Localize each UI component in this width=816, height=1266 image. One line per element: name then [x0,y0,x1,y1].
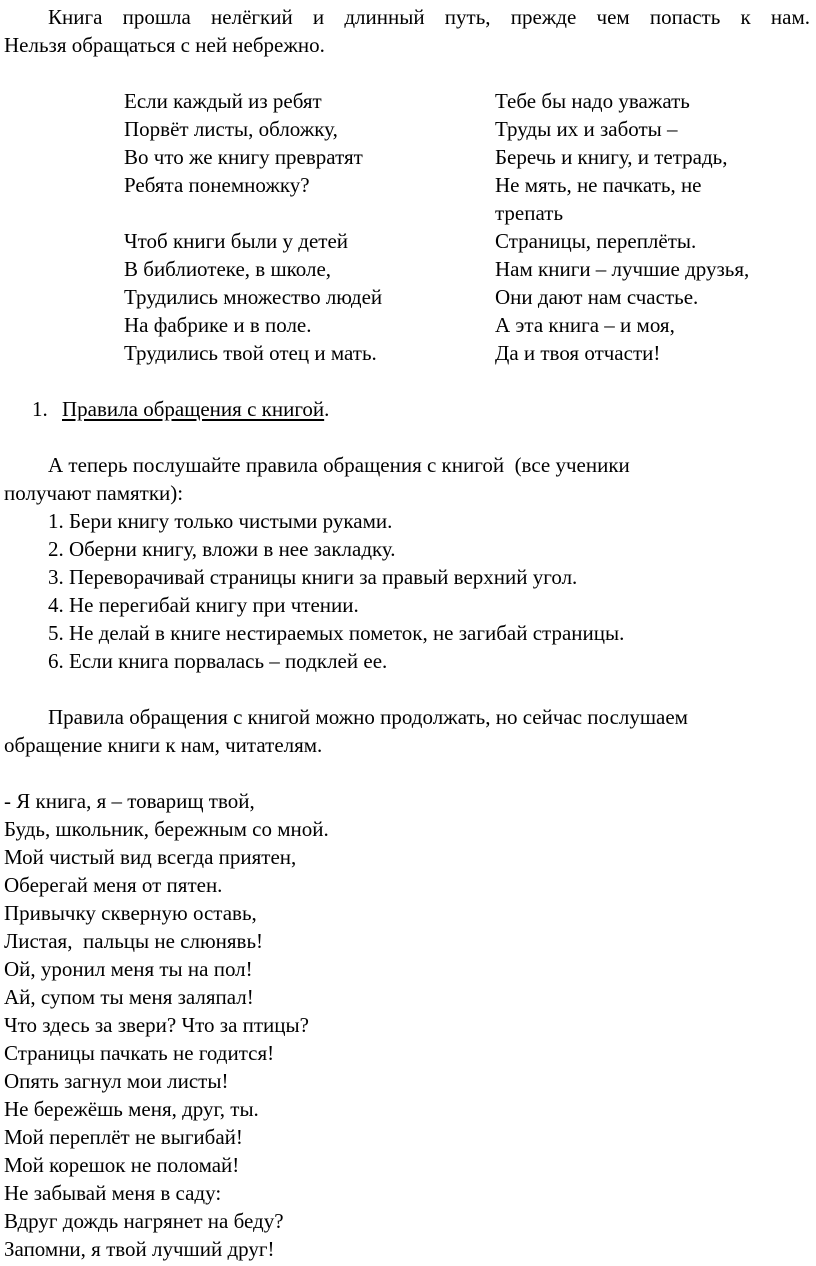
section-number: 1. [32,397,48,421]
rule-item: 4. Не перегибай книгу при чтении. [48,593,359,617]
poem-right-line: Нам книги – лучшие друзья, [495,257,750,281]
book-poem-line: Что здесь за звери? Что за птицы? [4,1013,309,1037]
book-poem-line: Не забывай меня в саду: [4,1181,222,1205]
transition-line-2: обращение книги к нам, читателям. [4,733,323,757]
book-poem-line: - Я книга, я – товарищ твой, [4,789,255,813]
book-poem-line: Страницы пачкать не годится! [4,1041,275,1065]
rule-item: 5. Не делай в книге нестираемых пометок, не загибай страницы. [48,621,625,645]
book-poem-line: Привычку скверную оставь, [4,901,257,925]
poem-right-line: Они дают нам счастье. [495,285,699,309]
book-poem-line: Не бережёшь меня, друг, ты. [4,1097,259,1121]
poem-right-line: Тебе бы надо уважать [495,89,690,113]
book-poem-line: Мой чистый вид всегда приятен, [4,845,297,869]
book-poem-line: Ой, уронил меня ты на пол! [4,957,253,981]
book-poem-line: Опять загнул мои листы! [4,1069,229,1093]
poem-right-line: трепать [495,201,564,225]
rule-item: 2. Оберни книгу, вложи в нее закладку. [48,537,396,561]
intro-line-2: Нельзя обращаться с ней небрежно. [4,33,325,57]
rules-intro-line-2: получают памятки): [4,481,184,505]
poem-left-line: На фабрике и в поле. [124,313,312,337]
book-poem-line: Вдруг дождь нагрянет на беду? [4,1209,284,1233]
poem-right-line: Да и твоя отчасти! [495,341,661,365]
poem-right-line: Страницы, переплёты. [495,229,697,253]
poem-left-line: Если каждый из ребят [124,89,322,113]
poem-left-line: В библиотеке, в школе, [124,257,332,281]
rules-intro-line-1: А теперь послушайте правила обращения с книгой (все ученики [48,453,630,477]
poem-left-line: Трудились твой отец и мать. [124,341,377,365]
poem-left-line: Во что же книгу превратят [124,145,363,169]
intro-line-1: Книга прошла нелёгкий и длинный путь, прежде чем попасть к нам. [48,5,810,29]
poem-right-line: Не мять, не пачкать, не [495,173,702,197]
book-poem-line: Мой переплёт не выгибай! [4,1125,243,1149]
book-poem-line: Мой корешок не поломай! [4,1153,240,1177]
rule-item: 3. Переворачивай страницы книги за правый верхний угол. [48,565,578,589]
poem-right-line: Беречь и книгу, и тетрадь, [495,145,728,169]
poem-left-line: Чтоб книги были у детей [124,229,349,253]
poem-left-line: Трудились множество людей [124,285,383,309]
book-poem-line: Листая, пальцы не слюнявь! [4,929,264,953]
poem-right-line: Труды их и заботы – [495,117,678,141]
poem-right-line: А эта книга – и моя, [495,313,675,337]
rule-item: 6. Если книга порвалась – подклей ее. [48,649,388,673]
section-title: Правила обращения с книгой [62,397,325,421]
poem-left-line: Порвёт листы, обложку, [124,117,338,141]
book-poem-line: Запомни, я твой лучший друг! [4,1237,275,1261]
book-poem-line: Ай, супом ты меня заляпал! [4,985,254,1009]
transition-line-1: Правила обращения с книгой можно продолжать, но сейчас послушаем [48,705,688,729]
rule-item: 1. Бери книгу только чистыми руками. [48,509,393,533]
section-title-end: . [324,397,330,421]
book-poem-line: Будь, школьник, бережным со мной. [4,817,329,841]
section-heading [62,395,329,423]
book-poem-line: Оберегай меня от пятен. [4,873,223,897]
poem-left-line: Ребята понемножку? [124,173,310,197]
